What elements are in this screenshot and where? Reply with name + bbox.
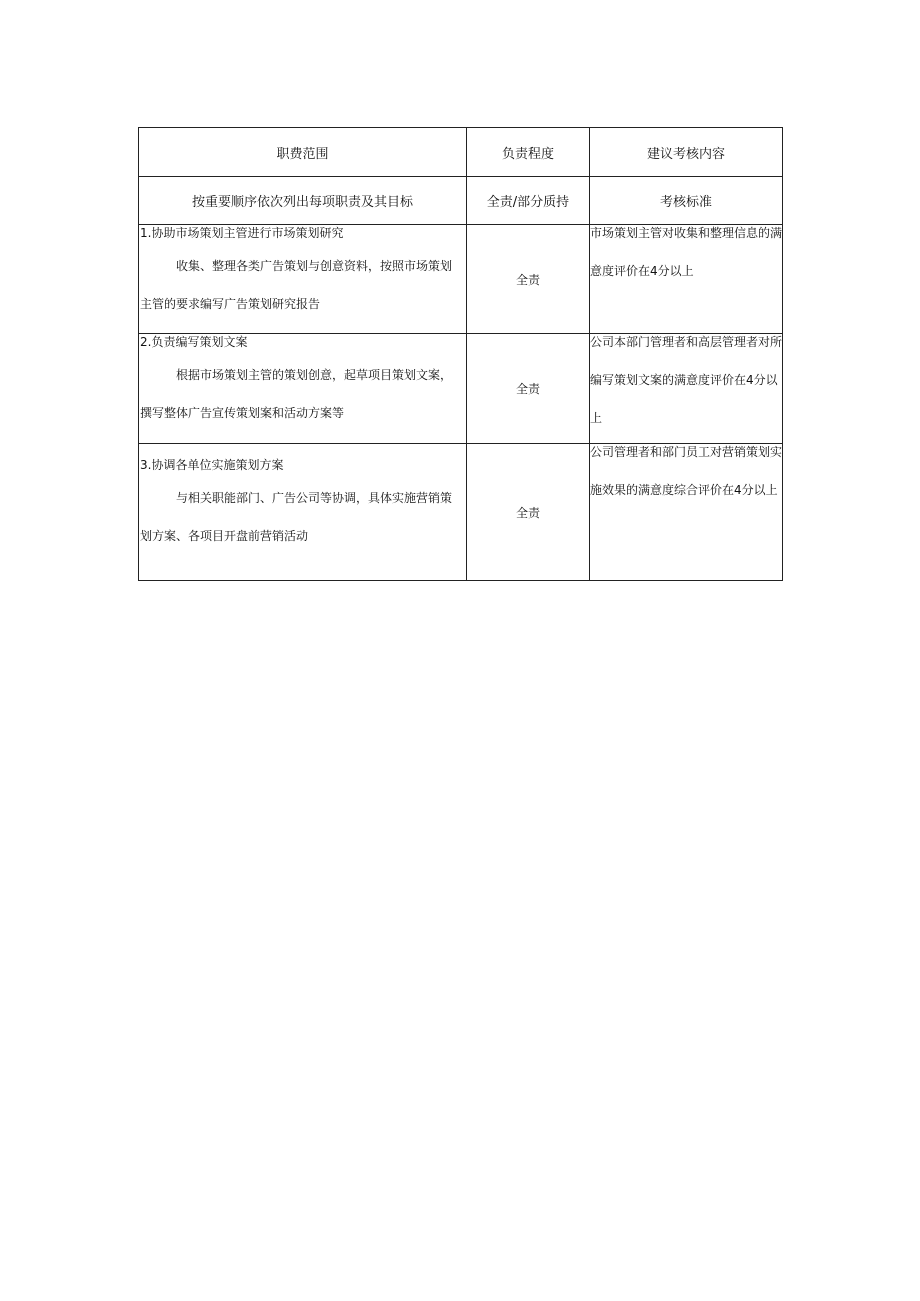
table-header-row: [139, 128, 783, 177]
duty-title: 1.协助市场策划主管进行市场策划研究: [140, 226, 344, 240]
assessment-standard: 市场策划主管对收集和整理信息的满意度评价在4分以上: [590, 226, 783, 278]
assessment-standard: 公司本部门管理者和高层管理者对所编写策划文案的满意度评价在4分以上: [590, 335, 783, 425]
table-row: [139, 225, 783, 334]
table-row: [139, 444, 783, 581]
duty-table: [138, 127, 783, 581]
assessment-standard: 公司管理者和部门员工对营销策划实施效果的满意度综合评价在4分以上: [590, 445, 783, 497]
table-row: [139, 334, 783, 444]
subheader-assessment-standard: 考核标准: [590, 177, 783, 225]
duty-title: 3.协调各单位实施策划方案: [140, 458, 284, 472]
duty-cell: [139, 225, 467, 334]
duty-description: 与相关职能部门、广告公司等协调，具体实施营销策划方案、各项目开盘前营销活动: [140, 491, 453, 543]
responsibility-level: 全责: [467, 225, 590, 334]
subheader-level-type: 全责/部分质持: [467, 177, 590, 225]
duty-description: 根据市场策划主管的策划创意，起草项目策划文案，撰写整体广告宣传策划案和活动方案等: [140, 368, 453, 420]
header-assessment-content: 建议考核内容: [590, 128, 783, 177]
duty-cell: [139, 444, 467, 581]
duty-title: 2.负责编写策划文案: [140, 335, 248, 349]
subheader-duty-list: 按重要顺序依次列出每项职责及其目标: [139, 177, 467, 225]
responsibility-level: 全责: [467, 334, 590, 444]
assessment-standard-cell: [590, 334, 783, 444]
assessment-standard-cell: [590, 225, 783, 334]
header-responsibility-level: 负责程度: [467, 128, 590, 177]
duty-cell: [139, 334, 467, 444]
responsibility-level: 全责: [467, 444, 590, 581]
duty-description: 收集、整理各类广告策划与创意资料，按照市场策划主管的要求编写广告策划研究报告: [140, 259, 453, 311]
header-duty-scope: 职费范围: [139, 128, 467, 177]
assessment-standard-cell: [590, 444, 783, 581]
